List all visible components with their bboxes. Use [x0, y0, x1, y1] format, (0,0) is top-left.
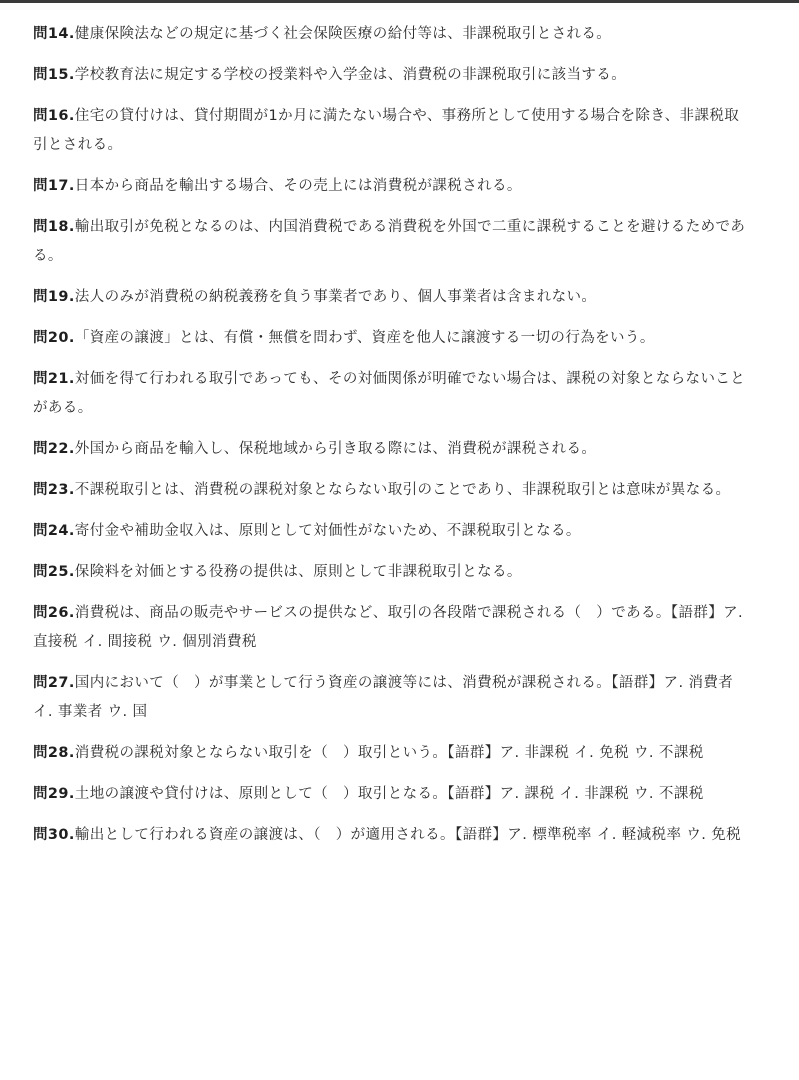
question-text: 不課税取引とは、消費税の課税対象とならない取引のことであり、非課税取引とは意味が異なる。 [74, 482, 731, 498]
question-number: 問14. [33, 26, 75, 42]
question-number: 問19. [33, 289, 75, 305]
question-24 [33, 517, 753, 546]
top-rule [0, 0, 799, 3]
question-number: 問29. [33, 786, 75, 802]
question-15 [33, 61, 753, 90]
question-text: 対価を得て行われる取引であっても、その対価関係が明確でない場合は、課税の対象とならないことがある。 [33, 371, 746, 416]
question-text: 日本から商品を輸出する場合、その売上には消費税が課税される。 [74, 178, 522, 194]
question-text: 土地の譲渡や貸付けは、原則として（ ）取引となる。【語群】ア. 課税 イ. 非課税 ウ. 不課税 [74, 786, 704, 802]
question-text: 寄付金や補助金収入は、原則として対価性がないため、不課税取引となる。 [74, 523, 581, 539]
question-number: 問18. [33, 219, 75, 235]
question-16 [33, 102, 753, 160]
question-number: 問24. [33, 523, 75, 539]
question-29 [33, 780, 753, 809]
question-number: 問15. [33, 67, 75, 83]
question-text: 法人のみが消費税の納税義務を負う事業者であり、個人事業者は含まれない。 [74, 289, 597, 305]
question-text: 消費税は、商品の販売やサービスの提供など、取引の各段階で課税される（ ）である。【語群】ア. 直接税 イ. 間接税 ウ. 個別消費税 [33, 605, 744, 650]
question-text: 輸出として行われる資産の譲渡は、（ ）が適用される。【語群】ア. 標準税率 イ. 軽減税率 ウ. 免税 [74, 827, 742, 843]
question-text: 健康保険法などの規定に基づく社会保険医療の給付等は、非課税取引とされる。 [74, 26, 612, 42]
question-text: 「資産の譲渡」とは、有償・無償を問わず、資産を他人に譲渡する一切の行為をいう。 [74, 330, 655, 346]
question-number: 問26. [33, 605, 75, 621]
question-26 [33, 599, 753, 657]
question-number: 問17. [33, 178, 75, 194]
question-text: 輸出取引が免税となるのは、内国消費税である消費税を外国で二重に課税することを避けるためである。 [33, 219, 746, 264]
question-number: 問28. [33, 745, 75, 761]
question-20 [33, 324, 753, 353]
question-number: 問27. [33, 675, 75, 691]
question-text: 学校教育法に規定する学校の授業料や入学金は、消費税の非課税取引に該当する。 [74, 67, 627, 83]
question-25 [33, 558, 753, 587]
question-text: 国内において（ ）が事業として行う資産の譲渡等には、消費税が課税される。【語群】ア. 消費者 イ. 事業者 ウ. 国 [33, 675, 734, 720]
question-28 [33, 739, 753, 768]
question-number: 問30. [33, 827, 75, 843]
question-number: 問21. [33, 371, 75, 387]
question-22 [33, 435, 753, 464]
question-text: 外国から商品を輸入し、保税地域から引き取る際には、消費税が課税される。 [74, 441, 597, 457]
question-text: 保険料を対価とする役務の提供は、原則として非課税取引となる。 [74, 564, 522, 580]
question-27 [33, 669, 753, 727]
question-14 [33, 20, 753, 49]
question-list [33, 20, 753, 850]
question-number: 問20. [33, 330, 75, 346]
question-19 [33, 283, 753, 312]
question-number: 問25. [33, 564, 75, 580]
question-text: 消費税の課税対象とならない取引を（ ）取引という。【語群】ア. 非課税 イ. 免税 ウ. 不課税 [74, 745, 704, 761]
question-23 [33, 476, 753, 505]
question-number: 問22. [33, 441, 75, 457]
question-21 [33, 365, 753, 423]
question-number: 問23. [33, 482, 75, 498]
question-18 [33, 213, 753, 271]
question-30 [33, 821, 753, 850]
question-text: 住宅の貸付けは、貸付期間が1か月に満たない場合や、事務所として使用する場合を除き、非課税取引とされる。 [33, 108, 740, 153]
question-17 [33, 172, 753, 201]
question-number: 問16. [33, 108, 75, 124]
